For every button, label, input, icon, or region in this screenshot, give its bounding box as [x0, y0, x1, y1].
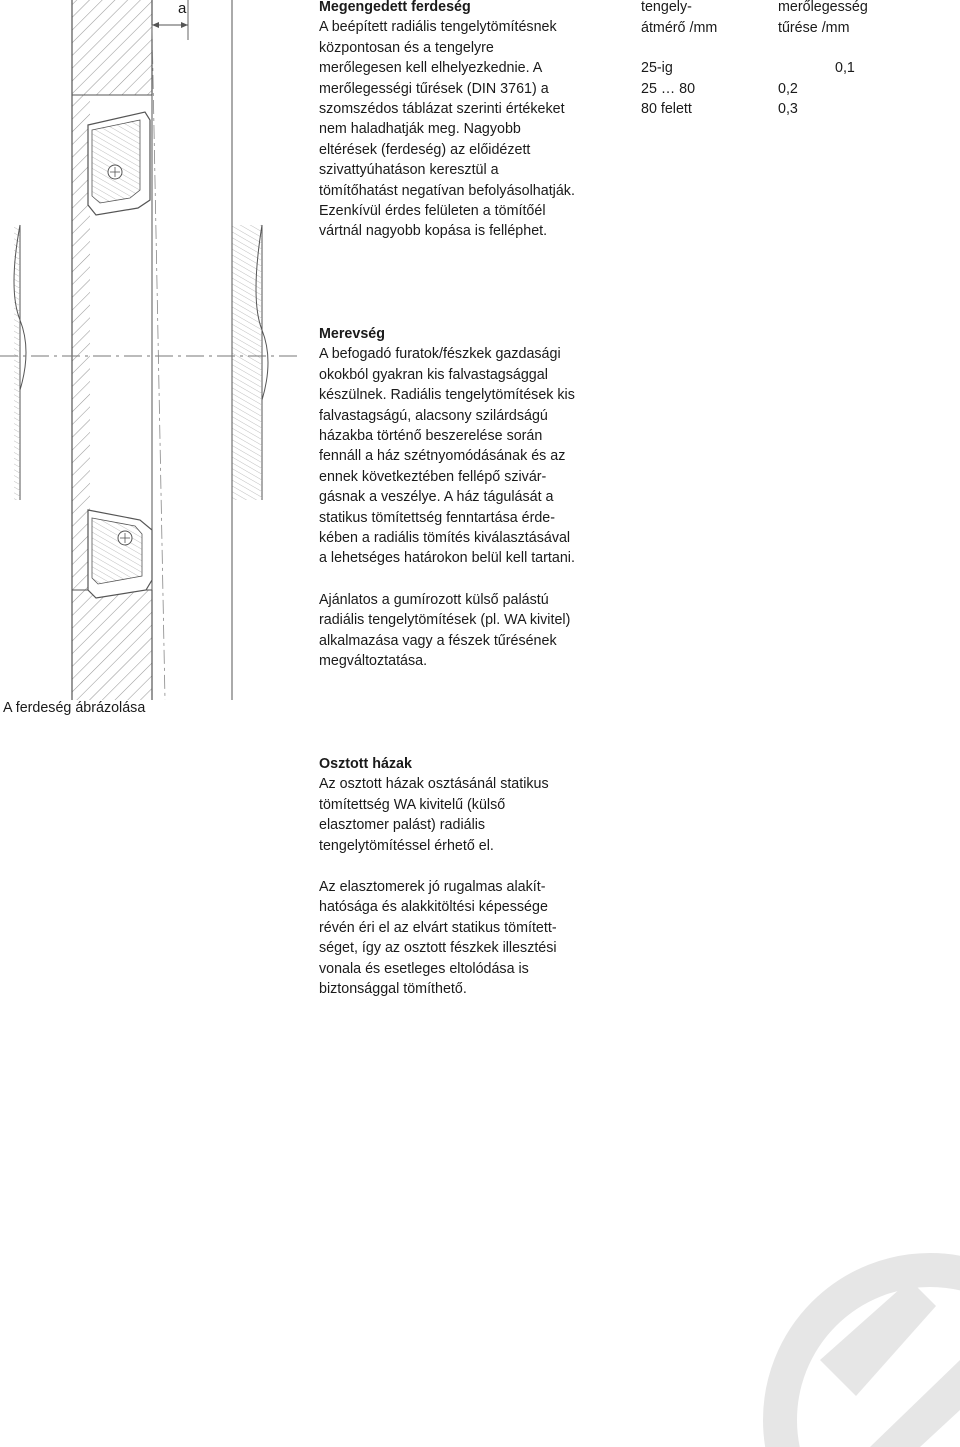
table-header-diameter: tengely-	[641, 0, 692, 15]
paragraph-line: ennek következtében fellépő szivár-	[319, 468, 547, 485]
paragraph-line: szomszédos táblázat szerinti értékeket	[319, 101, 565, 118]
table-cell-tolerance: 0,3	[778, 101, 798, 117]
paragraph-line: statikus tömítettség fenntartása érde-	[319, 509, 556, 526]
paragraph-line: központosan és a tengelyre	[319, 39, 494, 56]
table-cell-diameter: 25 … 80	[641, 81, 696, 97]
paragraph-line: házakba történő beszerelése során	[319, 428, 543, 445]
skew-diagram	[0, 0, 300, 700]
paragraph-line: merőlegesen kell elhelyezkednie. A	[319, 60, 543, 77]
table-cell-diameter: 80 felett	[641, 101, 692, 117]
paragraph-line: tömítettség WA kivitelű (külső	[319, 796, 506, 813]
paragraph-line: elasztomer palást) radiális	[319, 817, 486, 834]
paragraph-line: Az elasztomerek jó rugalmas alakít-	[319, 879, 546, 895]
skew-dimension	[152, 0, 188, 700]
section-ferdeseg	[319, 0, 575, 242]
table-cell-tolerance: 0,2	[778, 81, 798, 97]
paragraph-line: vonala és esetleges eltolódása is	[319, 960, 529, 977]
paragraph-line: merőlegességi tűrések (DIN 3761) a	[319, 80, 549, 97]
paragraph-elastomer	[319, 877, 557, 999]
paragraph-line: Ezenkívül érdes felületen a tömítőél	[319, 203, 546, 220]
figure-caption: A ferdeség ábrázolása	[3, 700, 146, 716]
paragraph-line: eltérések (ferdeség) az előidézett	[319, 141, 531, 158]
upper-seal	[88, 112, 150, 215]
paragraph-line: készülnek. Radiális tengelytömítések kis	[319, 387, 575, 404]
table-header-tolerance: tűrése /mm	[778, 20, 850, 36]
table-cell-diameter: 25-ig	[641, 60, 673, 76]
paragraph-line: megváltoztatása.	[319, 653, 428, 670]
paragraph-line: gásnak a veszélye. A ház tágulását a	[319, 489, 554, 506]
table-cell-tolerance: 0,1	[835, 60, 855, 76]
table-header-tolerance: merőlegesség	[778, 0, 868, 15]
paragraph-line: Ajánlatos a gumírozott külső palástú	[319, 592, 549, 608]
section-heading: Megengedett ferdeség	[319, 0, 471, 15]
paragraph-line: okokból gyakran kis falvastagsággal	[319, 366, 548, 383]
paragraph-line: a lehetséges határokon belül kell tartani.	[319, 550, 575, 567]
paragraph-line: A befogadó furatok/fészkek gazdasági	[319, 346, 561, 363]
paragraph-line: A beépített radiális tengelytömítésnek	[319, 19, 557, 36]
paragraph-line: fennáll a ház szétnyomódásának és az	[319, 448, 566, 465]
section-heading: Osztott házak	[319, 756, 412, 772]
table-header-diameter: átmérő /mm	[641, 20, 718, 36]
paragraph-line: tengelytömítéssel érhető el.	[319, 837, 494, 854]
paragraph-line: falvastagságú, alacsony szilárdságú	[319, 407, 548, 424]
paragraph-line: kében a radiális tömítés kiválasztásával	[319, 530, 571, 547]
paragraph-line: radiális tengelytömítések (pl. WA kivitel)	[319, 612, 571, 629]
paragraph-line: Az osztott házak osztásánál statikus	[319, 776, 549, 793]
lower-seal	[88, 510, 152, 598]
paragraph-line: alkalmazása vagy a fészek tűrésének	[319, 632, 557, 649]
paragraph-line: tömítőhatást negatívan befolyásolhatják.	[319, 182, 575, 199]
paragraph-line: nem haladhatják meg. Nagyobb	[319, 121, 521, 138]
section-osztott	[319, 754, 549, 856]
paragraph-line: vártnál nagyobb kopása is felléphet.	[319, 223, 548, 240]
paragraph-line: séget, így az osztott fészkek illesztési	[319, 940, 557, 957]
paragraph-line: hatósága és alakkitöltési képessége	[319, 899, 548, 916]
watermark-logo	[760, 1220, 960, 1447]
section-merevseg	[319, 324, 575, 569]
section-heading: Merevség	[319, 326, 385, 342]
paragraph-recommendation	[319, 590, 570, 672]
paragraph-line: biztonsággal tömíthető.	[319, 981, 467, 998]
paragraph-line: szivattyúhatáson keresztül a	[319, 162, 499, 179]
paragraph-line: révén éri el az elvárt statikus tömített-	[319, 919, 557, 936]
dimension-label-a: a	[178, 0, 187, 17]
